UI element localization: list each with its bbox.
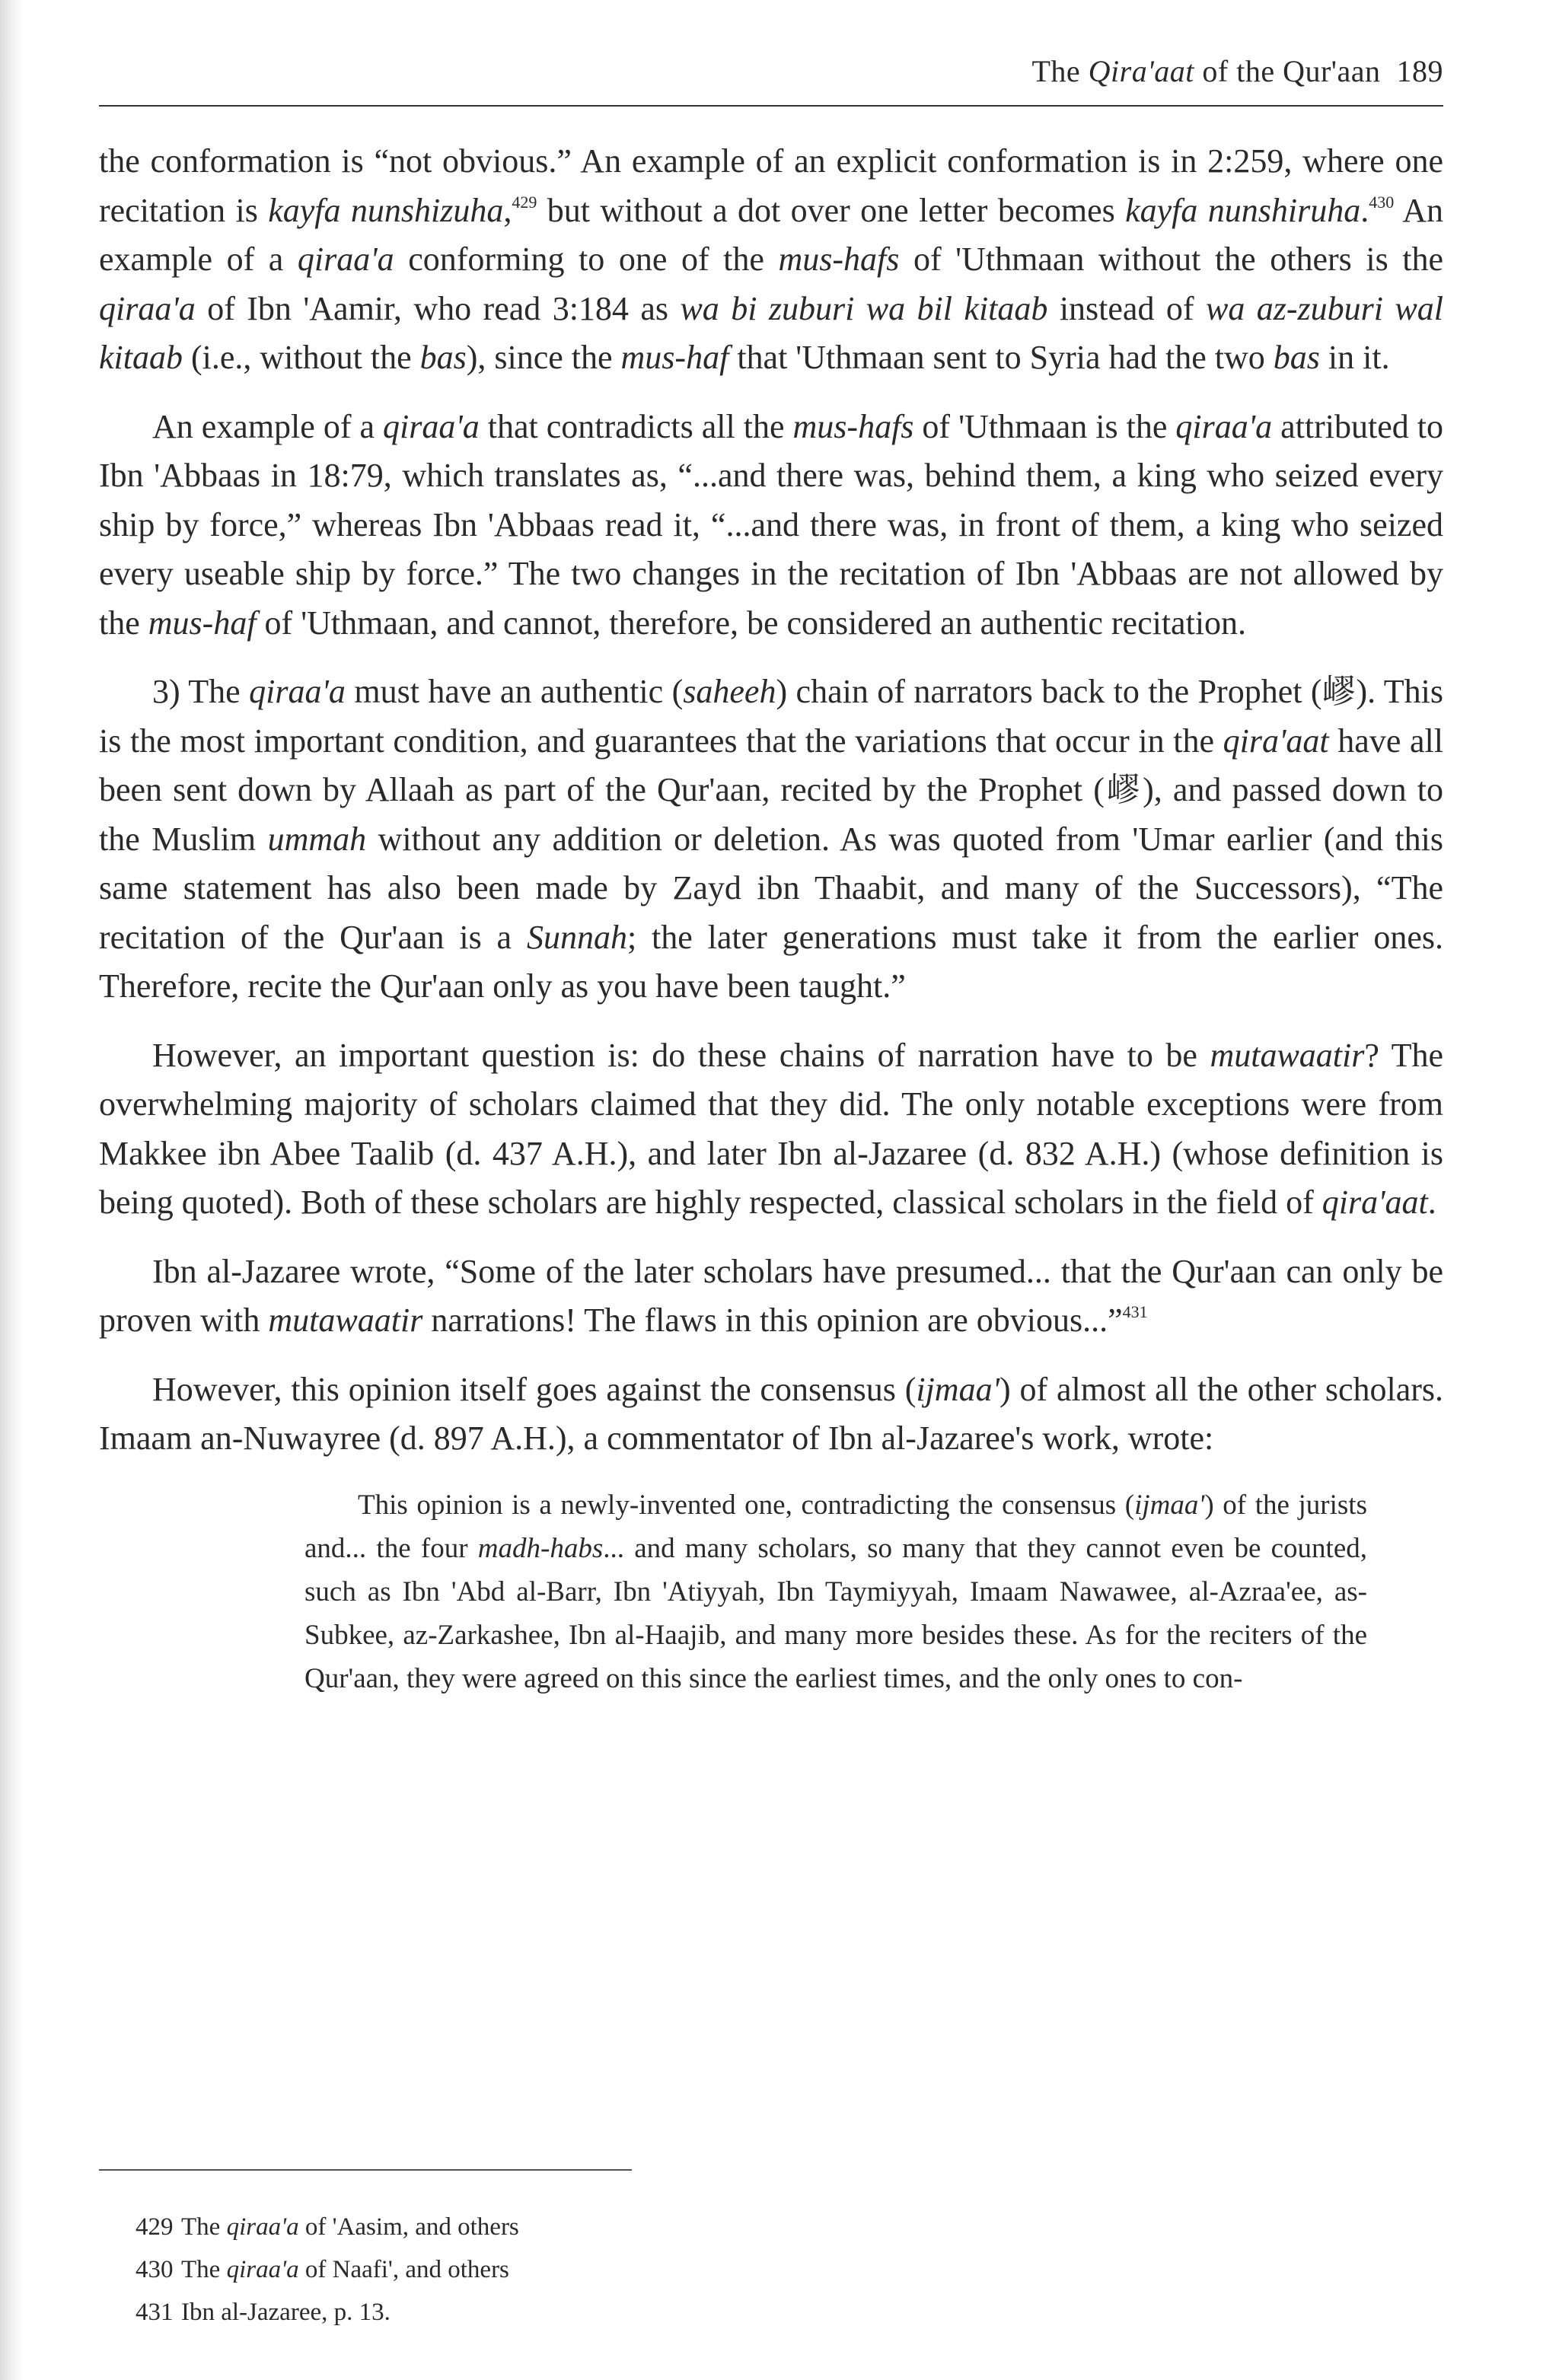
- running-header: [99, 53, 1443, 107]
- footnote-ref-430: 430: [1369, 192, 1395, 212]
- paragraph-1: the conformation is “not obvious.” An example of an explicit conformation is in 2:259, where one recitation is kayfa nunshizuha,$^{429}$ but without a dot over one letter becomes kayfa nunshiruha.$^{430}$ An example of a qiraa'a conforming to one of the mus-hafs of 'Uthmaan without the others is the qiraa'a of Ibn 'Aamir, who read 3:184 as wa bi zuburi wa bil kitaab instead of wa az-zuburi wal kitaab (i.e., without the bas), since the mus-haf that 'Uthmaan sent to Syria had the two bas in it.: [99, 142, 1444, 376]
- page-edge-shadow: [0, 0, 23, 2380]
- block-quote: This opinion is a newly-invented one, contradicting the consensus (ijmaa') of the jurists and... the four madh-habs... and many scholars, so many that they cannot even be counted, such as Ibn 'Abd al-Barr, Ibn 'Atiyyah, Ibn Taymiyyah, Imaam Nawawee, al-Azraa'ee, as-Subkee, az-Zarkashee, Ibn al-Haajib, and many more besides these. As for the reciters of the Qur'aan, they were agreed on this since the earliest times, and the only ones to con-: [304, 1489, 1367, 1694]
- paragraph-3: 3) The qiraa'a must have an authentic (saheeh) chain of narrators back to the Prophet (嵺). This is the most important condition, and guarantees that the variations that occur in the qira'aat have all been sent down by Allaah as part of the Qur'aan, recited by the Prophet (嵺), and passed down to the Muslim ummah without any addition or deletion. As was quoted from 'Umar earlier (and this same statement has also been made by Zayd ibn Thaabit, and many of the Successors), “The recitation of the Qur'aan is a Sunnah; the later generations must take it from the earlier ones. Therefore, recite the Qur'aan only as you have been taught.”: [99, 673, 1443, 1005]
- paragraph-6: However, this opinion itself goes against the consensus (ijmaa') of almost all the other scholars. Imaam an-Nuwayree (d. 897 A.H.), a commentator of Ibn al-Jazaree's work, wrote:: [99, 1370, 1444, 1457]
- footnote-ref-431: 431: [1122, 1302, 1148, 1321]
- page-number: 189: [1396, 54, 1443, 88]
- paragraph-4: However, an important question is: do these chains of narration have to be mutawaatir? The overwhelming majority of scholars claimed that they did. The only notable exceptions were from Makkee ibn Abee Taalib (d. 437 A.H.), and later Ibn al-Jazaree (d. 832 A.H.) (whose definition is being quoted). Both of these scholars are highly respected, classical scholars in the field of qira'aat.: [99, 1036, 1444, 1221]
- footnote-429: 429 The qiraa'a of 'Aasim, and others: [135, 2213, 519, 2241]
- footnote-rule: [99, 2169, 632, 2171]
- header-title: The Qira'aat of the Qur'aan 189: [1031, 54, 1443, 88]
- footnote-431: 431 Ibn al-Jazaree, p. 13.: [135, 2299, 391, 2326]
- main-text: [99, 137, 1443, 1700]
- footnote-ref-429: 429: [512, 192, 537, 212]
- paragraph-2: An example of a qiraa'a that contradicts all the mus-hafs of 'Uthmaan is the qiraa'a attributed to Ibn 'Abbaas in 18:79, which translates as, “...and there was, behind them, a king who seized every ship by force,” whereas Ibn 'Abbaas read it, “...and there was, in front of them, a king who seized every useable ship by force.” The two changes in the recitation of Ibn 'Abbaas are not allowed by the mus-haf of 'Uthmaan, and cannot, therefore, be considered an authentic recitation.: [99, 407, 1443, 642]
- footnote-430: 430 The qiraa'a of Naafi', and others: [135, 2256, 509, 2283]
- header-rule: [99, 105, 1443, 107]
- paragraph-5: Ibn al-Jazaree wrote, “Some of the later scholars have presumed... that the Qur'aan can only be proven with mutawaatir narrations! The flaws in this opinion are obvious...”$^{431}$: [99, 1252, 1443, 1339]
- footnotes: [135, 2206, 519, 2334]
